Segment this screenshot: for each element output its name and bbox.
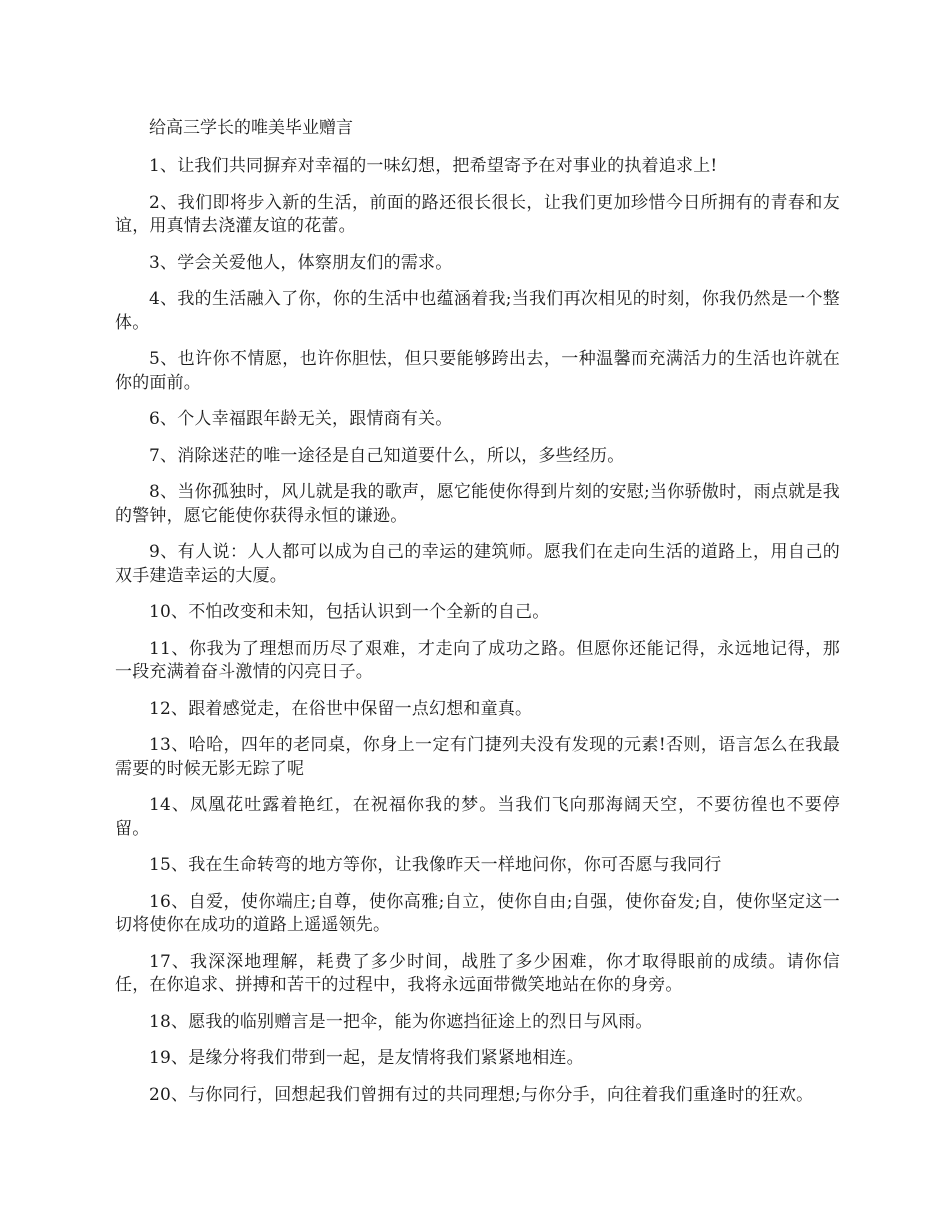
paragraph-4: 4、我的生活融入了你，你的生活中也蕴涵着我;当我们再次相见的时刻，你我仍然是一个整体。 [115,289,840,333]
paragraph-3: 3、学会关爱他人，体察朋友们的需求。 [149,252,453,273]
paragraph-20: 20、与你同行，回想起我们曾拥有过的共同理想;与你分手，向往着我们重逢时的狂欢。 [149,1084,814,1105]
paragraph-8: 8、当你孤独时，风儿就是我的歌声，愿它能使你得到片刻的安慰;当你骄傲时，雨点就是我的警钟，愿它能使你获得永恒的谦逊。 [115,482,840,526]
paragraph-12: 12、跟着感觉走，在俗世中保留一点幻想和童真。 [149,698,533,719]
paragraph-18: 18、愿我的临别赠言是一把伞，能为你遮挡征途上的烈日与风雨。 [149,1011,653,1032]
paragraph-10: 10、不怕改变和未知，包括认识到一个全新的自己。 [149,602,550,622]
document-page [115,115,840,1120]
paragraph-17: 17、我深深地理解，耗费了多少时间，战胜了多少困难，你才取得眼前的成绩。请你信任，在你追求、拼搏和苦干的过程中，我将永远面带微笑地站在你的身旁。 [115,951,840,995]
paragraph-2: 2、我们即将步入新的生活，前面的路还很长很长，让我们更加珍惜今日所拥有的青春和友谊，用真情去浇灌友谊的花蕾。 [115,192,840,236]
paragraph-7: 7、消除迷茫的唯一途径是自己知道要什么，所以，多些经历。 [149,445,625,466]
paragraph-14: 14、凤凰花吐露着艳红，在祝福你我的梦。当我们飞向那海阔天空，不要彷徨也不要停留。 [115,795,840,839]
paragraph-19: 19、是缘分将我们带到一起，是友情将我们紧紧地相连。 [149,1048,584,1068]
paragraph-15: 15、我在生命转弯的地方等你，让我像昨天一样地问你，你可否愿与我同行 [149,855,722,875]
paragraph-6: 6、个人幸福跟年龄无关，跟情商有关。 [149,409,453,429]
paragraph-16: 16、自爱，使你端庄;自尊，使你高雅;自立，使你自由;自强，使你奋发;自，使你坚定这一切将使你在成功的道路上遥遥领先。 [115,891,840,935]
paragraph-11: 11、你我为了理想而历尽了艰难，才走向了成功之路。但愿你还能记得，永远地记得，那一段充满着奋斗激情的闪亮日子。 [115,638,840,682]
paragraph-13: 13、哈哈，四年的老同桌，你身上一定有门捷列夫没有发现的元素!否则，语言怎么在我最需要的时候无影无踪了呢 [115,735,840,779]
document-title: 给高三学长的唯美毕业赠言 [149,118,353,138]
paragraph-9: 9、有人说：人人都可以成为自己的幸运的建筑师。愿我们在走向生活的道路上，用自己的双手建造幸运的大厦。 [115,542,840,586]
paragraph-5: 5、也许你不情愿，也许你胆怯，但只要能够跨出去，一种温馨而充满活力的生活也许就在你的面前。 [115,349,840,393]
paragraph-1: 1、让我们共同摒弃对幸福的一味幻想，把希望寄予在对事业的执着追求上! [149,156,718,176]
